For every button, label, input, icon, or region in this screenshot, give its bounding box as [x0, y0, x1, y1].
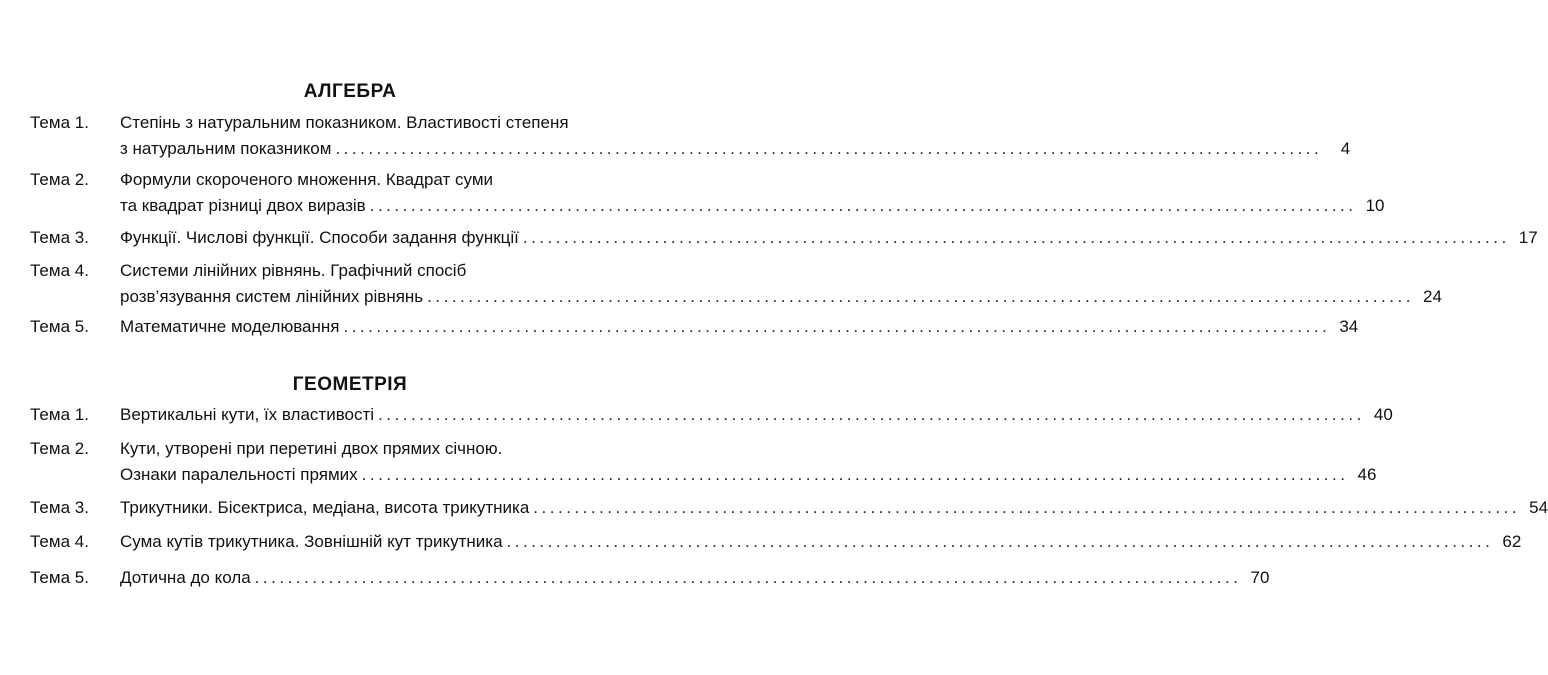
topic-body	[120, 436, 1377, 488]
topic-title: Трикутники. Бісектриса, медіана, висота трикутника	[120, 498, 530, 517]
topic-title-line1: Формули скороченого множення. Квадрат суми	[120, 170, 494, 189]
topic-body	[120, 314, 1359, 340]
topic-body	[120, 402, 1393, 428]
topic-label: Тема 1.	[30, 113, 89, 132]
section-title-algebra: АЛГЕБРА	[303, 81, 397, 102]
dot-leader: ........................................................................................................................	[335, 139, 1323, 158]
topic-title-line1: Кути, утворені при перетині двох прямих січною.	[120, 439, 503, 458]
dot-leader: ........................................................................................................................	[427, 287, 1414, 306]
topic-label: Тема 4.	[30, 261, 89, 280]
topic-label: Тема 5.	[30, 568, 89, 587]
dot-leader: ........................................................................................................................	[378, 405, 1365, 424]
topic-label: Тема 5.	[30, 317, 89, 336]
dot-leader: ........................................................................................................................	[522, 228, 1510, 247]
topic-leader-line	[120, 136, 1351, 162]
topic-title: Функції. Числові функції. Способи задання функції	[120, 228, 519, 247]
page-number: 40	[1373, 405, 1393, 424]
page-number: 4	[1340, 139, 1351, 158]
topic-leader-line	[120, 284, 1442, 310]
dot-leader: ........................................................................................................................	[369, 196, 1357, 215]
dot-leader: ........................................................................................................................	[506, 532, 1494, 551]
topic-title-line2: та квадрат різниці двох виразів	[120, 196, 366, 215]
topic-title: Сума кутів трикутника. Зовнішній кут трикутника	[120, 532, 503, 551]
topic-leader-line	[120, 495, 1548, 521]
page-number: 10	[1365, 196, 1385, 215]
topic-leader-line	[120, 565, 1270, 591]
dot-leader: ........................................................................................................................	[533, 498, 1521, 517]
topic-title: Математичне моделювання	[120, 317, 340, 336]
topic-leader-line	[120, 314, 1359, 340]
topic-title-line2: розв’язування систем лінійних рівнянь	[120, 287, 424, 306]
dot-leader: ........................................................................................................................	[361, 465, 1349, 484]
topic-title-line1: Системи лінійних рівнянь. Графічний спосіб	[120, 261, 467, 280]
topic-leader-line	[120, 225, 1538, 251]
topic-title-line2: з натуральним показником	[120, 139, 332, 158]
topic-label: Тема 4.	[30, 532, 89, 551]
topic-title-line1: Степінь з натуральним показником. Властивості степеня	[120, 113, 569, 132]
page-number: 70	[1250, 568, 1270, 587]
topic-body	[120, 225, 1538, 251]
section-title-geometry: ГЕОМЕТРІЯ	[292, 374, 408, 395]
topic-body	[120, 495, 1548, 521]
page-number: 24	[1423, 287, 1442, 306]
dot-leader: ........................................................................................................................	[254, 568, 1242, 587]
topic-body	[120, 565, 1270, 591]
topic-title: Вертикальні кути, їх властивості	[120, 405, 375, 424]
topic-label: Тема 3.	[30, 228, 89, 247]
page-number: 62	[1502, 532, 1522, 551]
topic-body	[120, 167, 1385, 219]
topic-body	[120, 529, 1522, 555]
topic-label: Тема 3.	[30, 498, 89, 517]
dot-leader: ........................................................................................................................	[343, 317, 1331, 336]
topic-leader-line	[120, 462, 1377, 488]
topic-title: Дотична до кола	[120, 568, 251, 587]
topic-leader-line	[120, 402, 1393, 428]
topic-title-line2: Ознаки паралельності прямих	[120, 465, 358, 484]
page-number: 17	[1518, 228, 1538, 247]
page-number: 34	[1339, 317, 1359, 336]
topic-body	[120, 258, 1442, 310]
page-number: 54	[1529, 498, 1548, 517]
page-number: 46	[1357, 465, 1377, 484]
topic-label: Тема 2.	[30, 170, 89, 189]
topic-leader-line	[120, 529, 1522, 555]
topic-body	[120, 110, 1351, 162]
topic-label: Тема 1.	[30, 405, 89, 424]
topic-label: Тема 2.	[30, 439, 89, 458]
topic-leader-line	[120, 193, 1385, 219]
